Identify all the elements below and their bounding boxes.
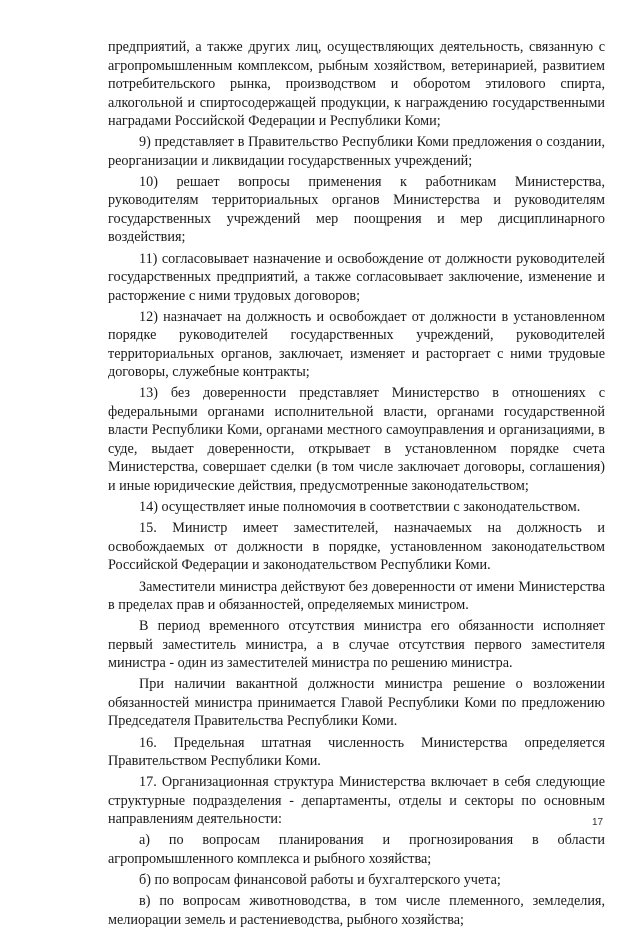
paragraph-clause-17: 17. Организационная структура Министерства включает в себя следующие структурные подразделения - департаменты, отделы и секторы по основным направлениям деятельности: [108, 774, 605, 828]
paragraph-clause-15: 15. Министр имеет заместителей, назначаемых на должность и освобождаемых от должности в порядке, установленном законодательством Российской Федерации и законодательством Республики Коми. [108, 520, 605, 574]
paragraph-vacant-position: При наличии вакантной должности министра решение о возложении обязанностей министра принимается Главой Республики Коми по предложению Председателя Правительства Республики Коми. [108, 676, 605, 730]
paragraph-subitem-v: в) по вопросам животноводства, в том числе племенного, земледелия, мелиорации земель и растениеводства, рыбного хозяйства; [108, 893, 605, 928]
document-page [108, 38, 605, 932]
paragraph-temporary-absence: В период временного отсутствия министра его обязанности исполняет первый заместитель министра, а в случае отсутствия первого заместителя министра - один из заместителей министра по решению министра. [108, 618, 605, 672]
paragraph-item-14: 14) осуществляет иные полномочия в соответствии с законодательством. [139, 499, 581, 516]
paragraph-item-13: 13) без доверенности представляет Министерство в отношениях с федеральными органами исполнительной власти, органами государственной власти Республики Коми, органами местного самоуправления и организациями, в суде, выдает доверенности, открывает в установленном порядке счета Министерства, совершает сделки (в том числе заключает договоры, соглашения) и иные юридические действия, предусмотренные законодательством; [108, 385, 605, 494]
paragraph-continuation: предприятий, а также других лиц, осуществляющих деятельность, связанную с агропромышленным комплексом, рыбным хозяйством, ветеринарией, развитием потребительского рынка, производством и оборотом этилового спирта, алкогольной и спиртосодержащей продукции, к награждению государственными наградами Российской Федерации и Республики Коми; [108, 39, 605, 129]
paragraph-subitem-a: а) по вопросам планирования и прогнозирования в области агропромышленного комплекса и рыбного хозяйства; [108, 832, 605, 867]
page-number: 17 [592, 817, 604, 828]
paragraph-item-9: 9) представляет в Правительство Республики Коми предложения о создании, реорганизации и ликвидации государственных учреждений; [108, 134, 605, 169]
paragraph-item-10: 10) решает вопросы применения к работникам Министерства, руководителям территориальных органов Министерства и руководителям государственных учреждений мер поощрения и мер дисциплинарного воздействия; [108, 173, 605, 246]
paragraph-subitem-b: б) по вопросам финансовой работы и бухгалтерского учета; [139, 872, 501, 889]
paragraph-item-12: 12) назначает на должность и освобождает от должности в установленном порядке руководителей государственных учреждений, руководителей территориальных органов, заключает, изменяет и расторгает с ними трудовые договоры, служебные контракты; [108, 308, 605, 381]
paragraph-deputies-authority: Заместители министра действуют без доверенности от имени Министерства в пределах прав и обязанностей, определяемых министром. [108, 578, 605, 613]
paragraph-item-11: 11) согласовывает назначение и освобождение от должности руководителей государственных предприятий, а также согласовывает заключение, изменение и расторжение с ними трудовых договоров; [108, 250, 605, 304]
paragraph-clause-16: 16. Предельная штатная численность Министерства определяется Правительством Республики Коми. [108, 734, 605, 770]
